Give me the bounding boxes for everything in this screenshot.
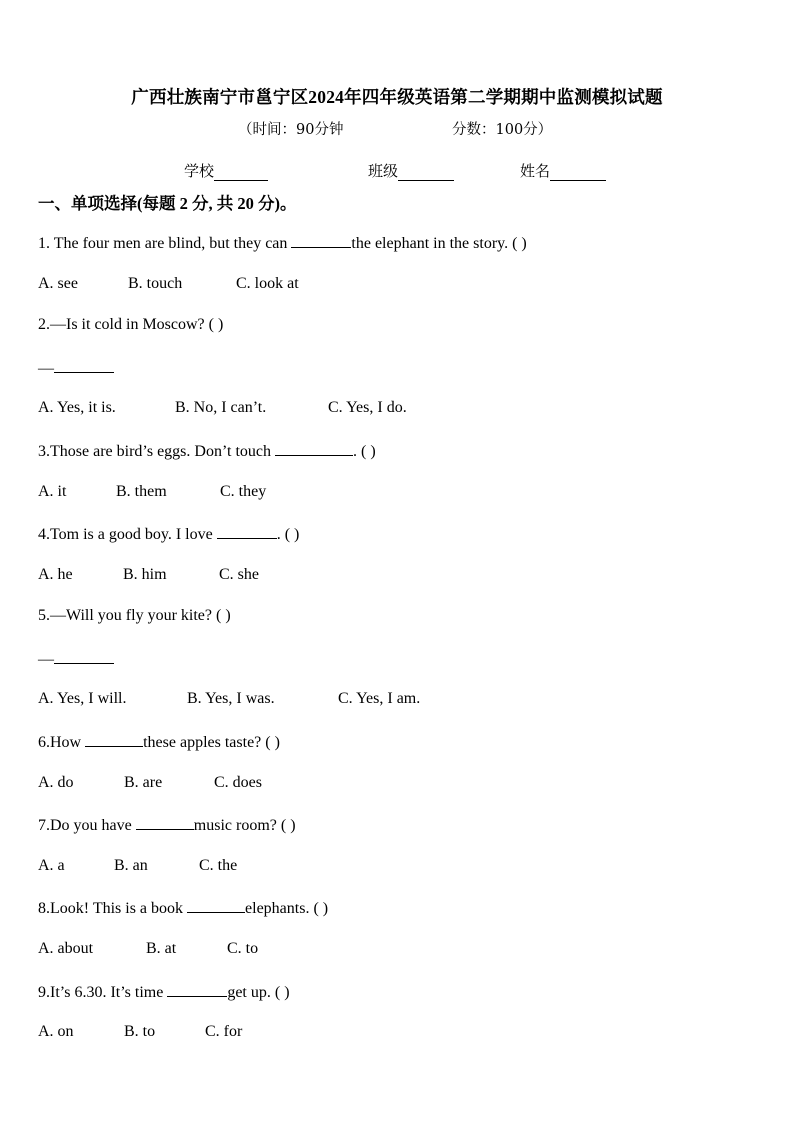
option-c: C. she [219, 566, 259, 583]
question-8 [38, 898, 328, 918]
option-c: C. Yes, I am. [338, 690, 421, 707]
question-1 [38, 233, 527, 253]
options-8 [38, 940, 258, 958]
question-text-end: these apples taste? ( ) [143, 734, 280, 751]
option-c: C. for [205, 1023, 243, 1040]
class-field [368, 160, 454, 181]
question-text: 8.Look! This is a book [38, 900, 188, 917]
question-text: 3.Those are bird’s eggs. Don’t touch [38, 443, 275, 460]
question-text: 1. The four men are blind, but they can [38, 235, 292, 252]
name-field [520, 160, 606, 181]
option-b: B. Yes, I was. [187, 690, 275, 707]
name-label: 姓名 [520, 164, 551, 180]
answer-blank [217, 524, 277, 539]
option-b: B. are [124, 774, 163, 791]
options-3 [38, 483, 266, 501]
answer-blank [167, 982, 227, 997]
answer-blank [291, 233, 351, 248]
answer-blank [54, 358, 114, 373]
answer-line-2 [38, 358, 114, 378]
option-c: C. Yes, I do. [328, 399, 407, 416]
answer-blank [136, 815, 194, 830]
question-text: 7.Do you have [38, 817, 136, 834]
answer-line-5 [38, 649, 114, 669]
exam-title: 广西壮族南宁市邕宁区2024年四年级英语第二学期期中监测模拟试题 [131, 87, 663, 107]
question-5 [38, 607, 231, 625]
question-text: 9.It’s 6.30. It’s time [38, 984, 168, 1001]
question-text-end: . ( ) [353, 443, 376, 460]
question-text: 4.Tom is a good boy. I love [38, 526, 217, 543]
question-text: 5.—Will you fly your kite? ( ) [38, 607, 231, 624]
question-text: 6.How [38, 734, 86, 751]
option-c: C. look at [236, 275, 299, 292]
class-label: 班级 [368, 164, 399, 180]
option-b: B. at [146, 940, 177, 957]
option-a: A. on [38, 1023, 74, 1040]
option-a: A. Yes, I will. [38, 690, 127, 707]
question-9 [38, 982, 290, 1002]
option-a: A. it [38, 483, 67, 500]
question-text-end: . ( ) [276, 526, 300, 543]
option-c: C. the [199, 857, 238, 874]
school-field [184, 160, 268, 181]
school-label: 学校 [184, 164, 215, 180]
answer-blank [85, 732, 143, 747]
question-text-end: music room? ( ) [193, 817, 296, 834]
options-1 [38, 275, 299, 293]
option-c: C. does [214, 774, 262, 791]
option-c: C. they [220, 483, 267, 500]
option-b: B. them [116, 483, 167, 500]
option-b: B. touch [128, 275, 183, 292]
option-b: B. an [114, 857, 148, 874]
question-2 [38, 316, 223, 334]
option-c: C. to [227, 940, 259, 957]
options-2 [38, 399, 407, 417]
option-b: B. No, I can’t. [175, 399, 267, 416]
answer-blank [54, 649, 114, 664]
option-a: A. a [38, 857, 65, 874]
answer-blank [275, 441, 353, 456]
options-6 [38, 774, 262, 792]
option-a: A. about [38, 940, 94, 957]
options-5 [38, 690, 420, 708]
option-b: B. him [123, 566, 167, 583]
option-a: A. see [38, 275, 78, 292]
section-heading: 一、单项选择(每题 2 分, 共 20 分)。 [38, 194, 297, 213]
options-7 [38, 857, 237, 875]
exam-score: 分数：100分） [452, 122, 553, 138]
option-a: A. do [38, 774, 74, 791]
question-4 [38, 524, 299, 544]
question-6 [38, 732, 280, 752]
question-7 [38, 815, 296, 835]
name-blank [550, 166, 606, 181]
question-text: 2.—Is it cold in Moscow? ( ) [38, 316, 224, 333]
answer-dash: — [38, 360, 54, 377]
question-text-end: elephants. ( ) [245, 900, 329, 917]
school-blank [214, 166, 268, 181]
option-a: A. he [38, 566, 73, 583]
options-4 [38, 566, 259, 584]
answer-dash: — [38, 651, 54, 668]
answer-blank [187, 898, 245, 913]
question-text-end: the elephant in the story. ( ) [351, 235, 527, 252]
class-blank [398, 166, 454, 181]
option-b: B. to [124, 1023, 156, 1040]
options-9 [38, 1023, 242, 1041]
question-text-end: get up. ( ) [227, 984, 290, 1001]
exam-time: （时间：90分钟 [238, 122, 344, 138]
option-a: A. Yes, it is. [38, 399, 116, 416]
question-3 [38, 441, 376, 461]
